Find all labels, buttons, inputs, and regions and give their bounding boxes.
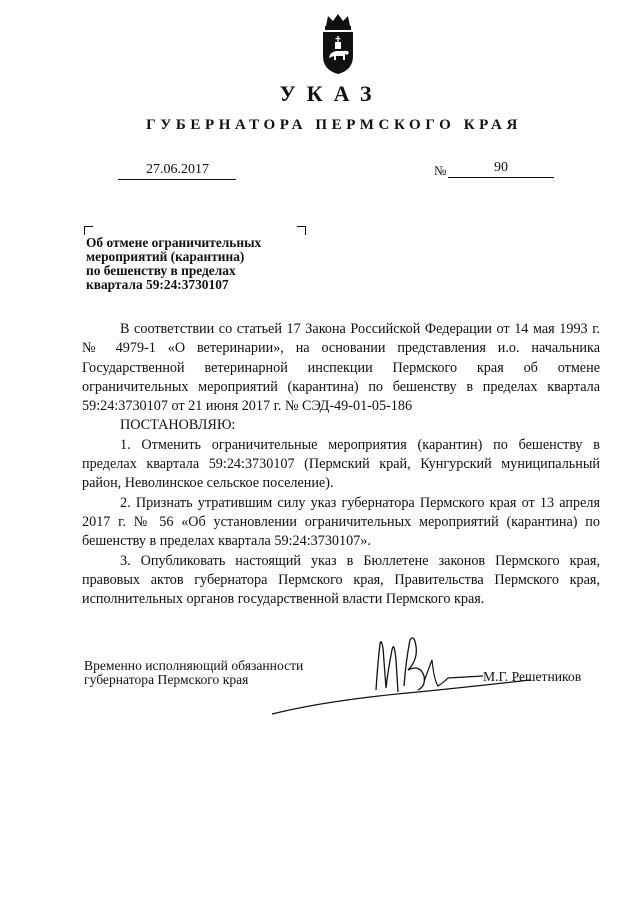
document-subtitle: ГУБЕРНАТОРА ПЕРМСКОГО КРАЯ bbox=[146, 117, 522, 133]
heading-line: по бешенству в пределах bbox=[86, 263, 236, 278]
decree-item-2: 2. Признать утратившим силу указ губернатора Пермского края от 13 апреля 2017 г. № 56 «Об установлении ограничительных мероприятий (карантина) по бешенству в пределах квартала 59:24:3730107». bbox=[82, 494, 600, 550]
document-body bbox=[82, 320, 600, 609]
document-date: 27.06.2017 bbox=[146, 162, 209, 177]
position-line: Временно исполняющий обязанности bbox=[84, 658, 304, 673]
coat-of-arms-icon bbox=[318, 12, 358, 76]
preamble-paragraph: В соответствии со статьей 17 Закона Российской Федерации от 14 мая 1993 г. № 4979-1 «О ветеринарии», на основании представления и.о. начальника Государственной ветеринарной инспекции Пермского края об отмене ограничительных мероприятий (карантина) по бешенству в пределах квартала 59:24:3730107 от 21 июня 2017 г. № СЭД-49-01-05-186 bbox=[82, 321, 600, 415]
decree-word: ПОСТАНОВЛЯЮ: bbox=[120, 417, 236, 434]
heading-corner-right bbox=[297, 226, 306, 235]
heading-corner-left bbox=[84, 226, 93, 235]
document-title: УКАЗ bbox=[279, 81, 383, 106]
document-heading bbox=[86, 236, 306, 292]
decree-item-1: 1. Отменить ограничительные мероприятия (карантин) по бешенству в пределах квартала 59:24:3730107 (Пермский край, Кунгурский муниципальный район, Неволинское сельское поселение). bbox=[82, 436, 600, 492]
heading-line: квартала 59:24:3730107 bbox=[86, 277, 229, 292]
position-line: губернатора Пермского края bbox=[84, 672, 249, 687]
heading-line: мероприятий (карантина) bbox=[86, 249, 245, 264]
document-number: 90 bbox=[494, 160, 508, 175]
signatory-name: М.Г. Решетников bbox=[483, 669, 582, 684]
heading-line: Об отмене ограничительных bbox=[86, 235, 262, 250]
number-sign: № bbox=[434, 163, 447, 178]
decree-item-3: 3. Опубликовать настоящий указ в Бюллетене законов Пермского края, правовых актов губернатора Пермского края, Правительства Пермского края, исполнительных органов государственной власти Пермского края. bbox=[82, 552, 600, 608]
